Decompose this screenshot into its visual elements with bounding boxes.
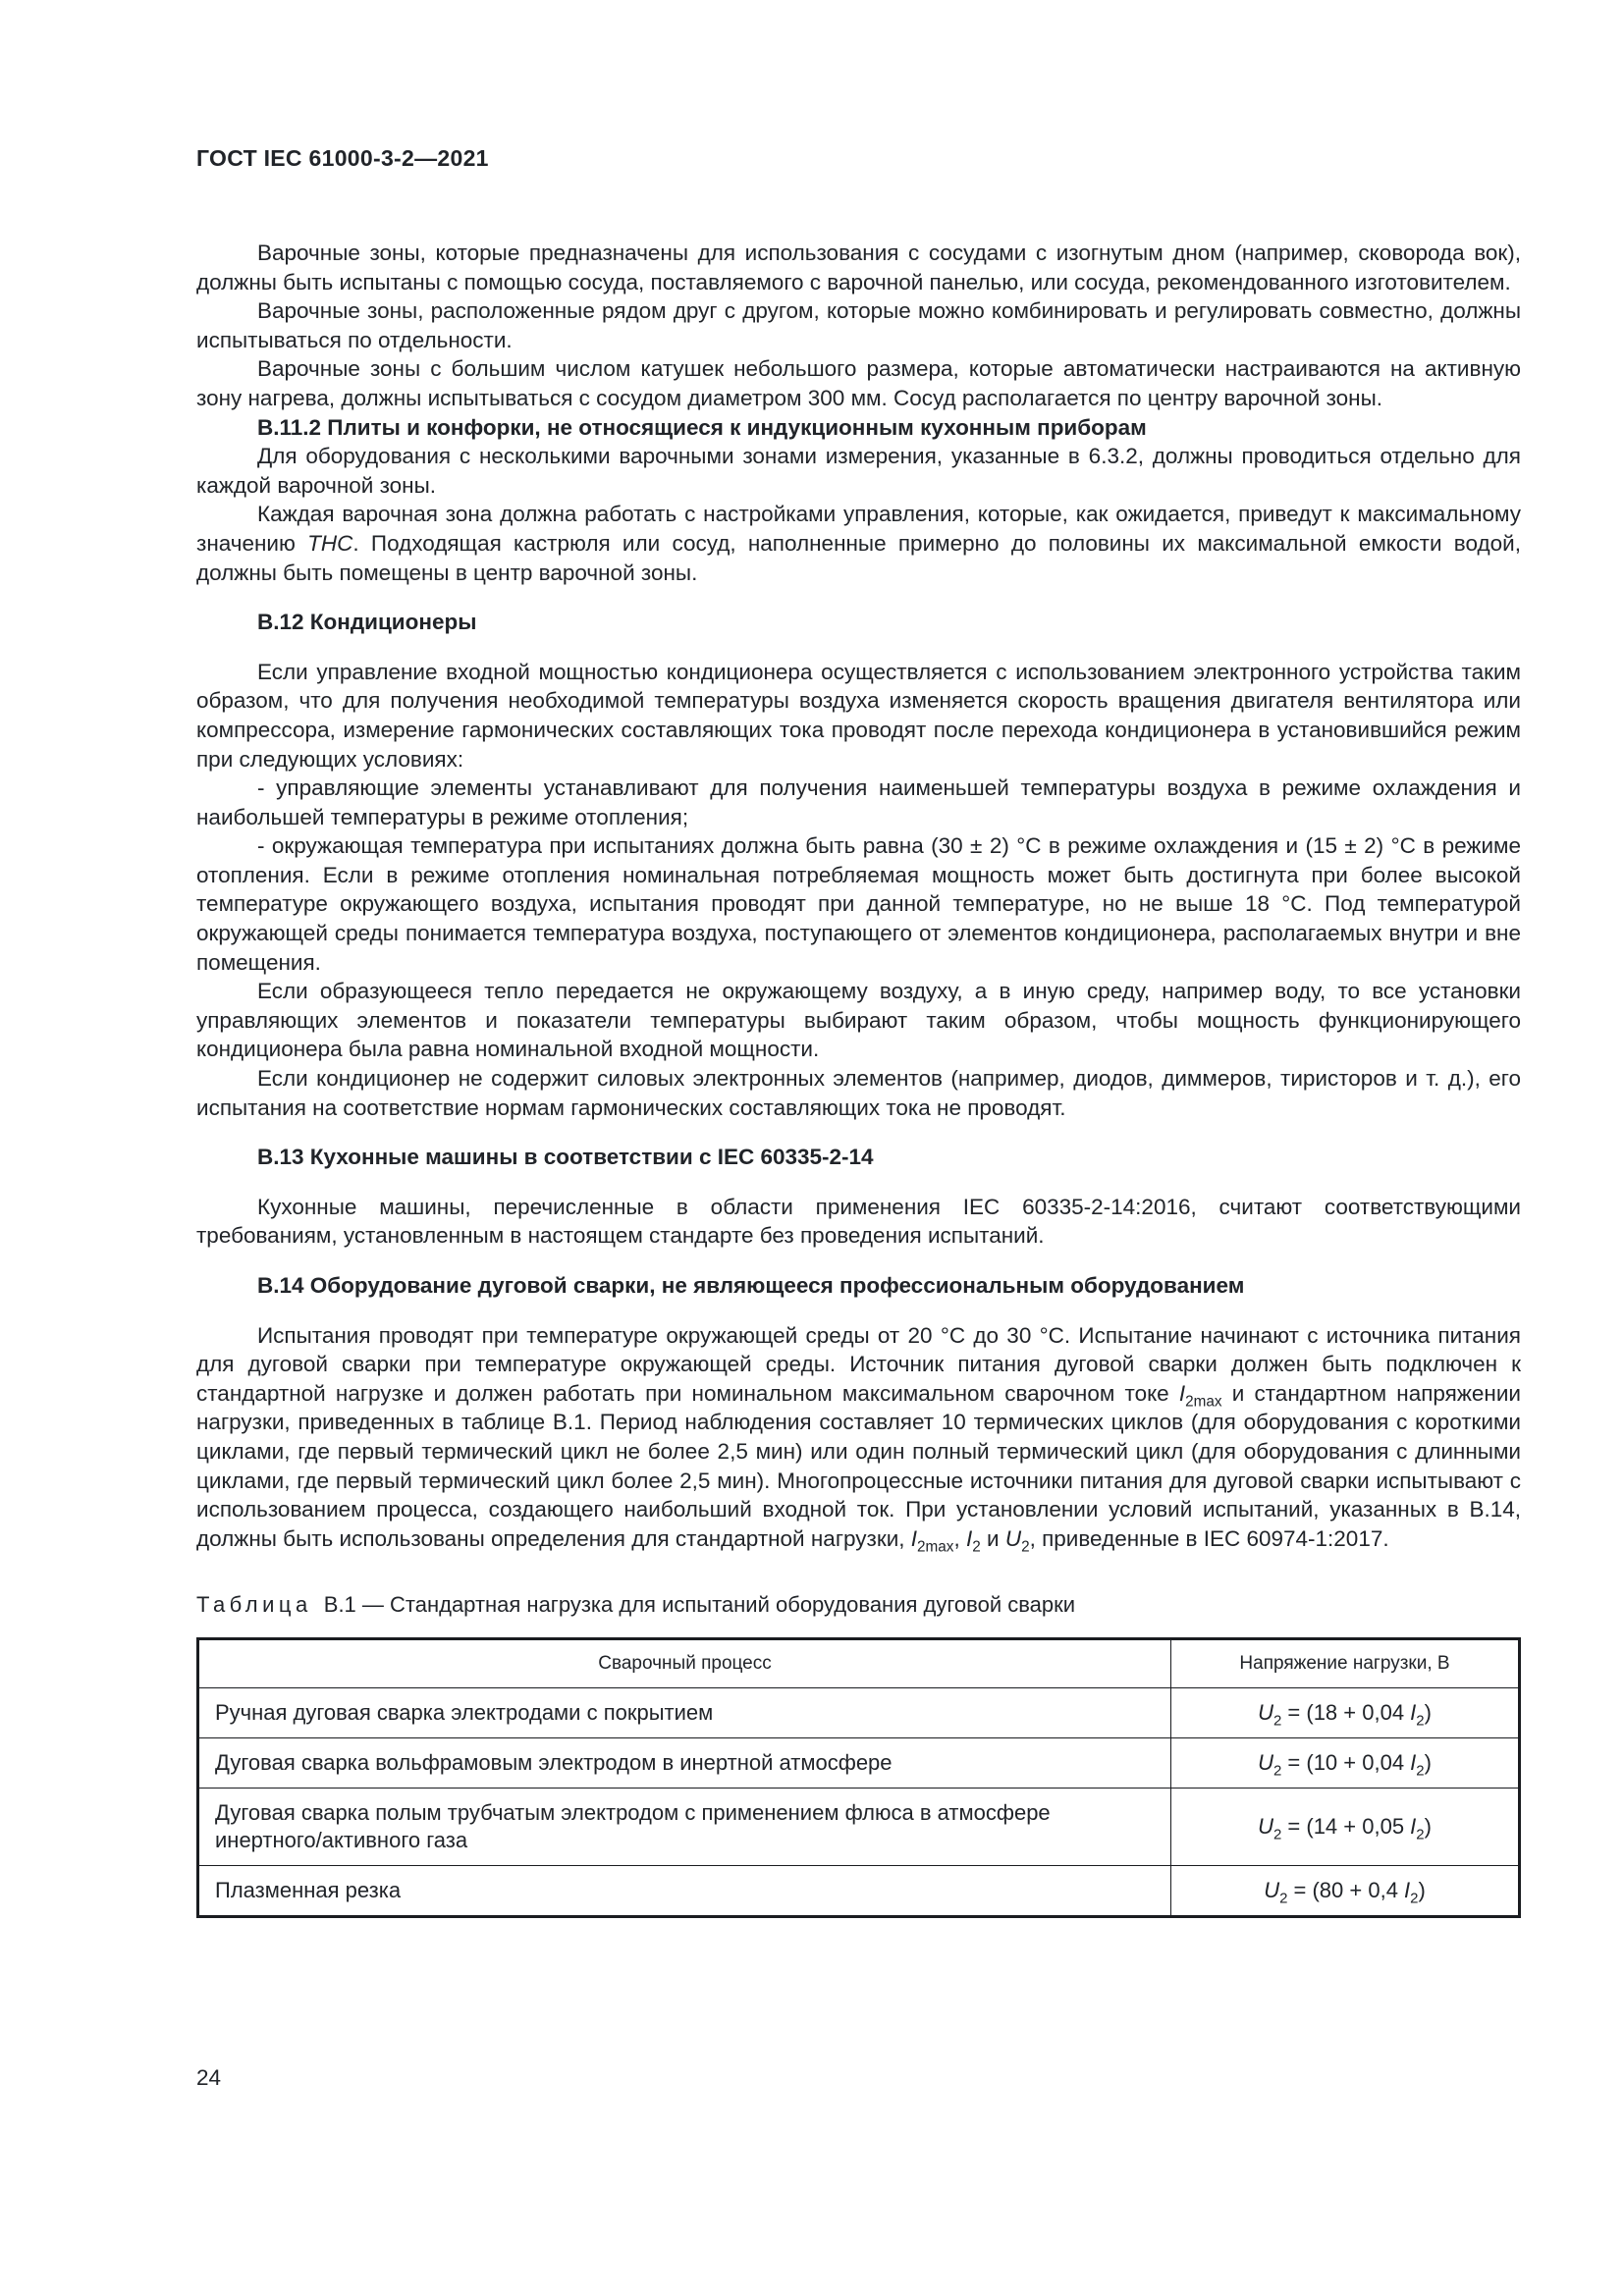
paragraph: - окружающая температура при испытаниях должна быть равна (30 ± 2) °С в режиме охлаждения и (15 ± 2) °С в режиме отопления. Если в режиме отопления номинальная потребляемая мощность может быть достигнута при более высокой температуре окружающего воздуха, испытания проводят при данной температуре, но не выше 18 °С. Под температурой окружающей среды понимается температура воздуха, поступающего от элементов кондиционера, располагаемых внутри и вне помещения. — [196, 833, 1521, 975]
page-content — [196, 145, 1521, 1918]
paragraph: Если кондиционер не содержит силовых электронных элементов (например, диодов, диммеров, тиристоров и т. д.), его испытания на соответствие нормам гармонических составляющих тока не проводят. — [196, 1066, 1521, 1120]
table-caption — [196, 1592, 1521, 1618]
column-header-process: Сварочный процесс — [198, 1639, 1171, 1688]
paragraph: Испытания проводят при температуре окружающей среды от 20 °С до 30 °С. Испытание начинают с источника питания для дуговой сварки при температуре окружающей среды. Источник питания дуговой сварки должен быть подключен к стандартной нагрузке и должен работать при номинальном максимальном сварочном токе $I_{2max}$ и стандартном напряжении нагрузки, приведенных в таблице В.1. Период наблюдения составляет 10 термических циклов (для оборудования с короткими циклами, где первый термический цикл не более 2,5 мин) или один полный термический цикл (для оборудования с длинными циклами, где первый термический цикл более 2,5 мин). Многопроцессные источники питания для дуговой сварки испытывают с использованием процесса, создающего наибольший входной ток. При установлении условий испытаний, указанных в В.14, должны быть использованы определения для стандартной нагрузки, $I_{2max}$, $I_2$ и $U_2$, приведенные в IEC 60974-1:2017. — [196, 1322, 1521, 1556]
paragraph: Варочные зоны, расположенные рядом друг с другом, которые можно комбинировать и регулировать совместно, должны испытываться по отдельности. — [196, 298, 1521, 352]
process-cell: Дуговая сварка вольфрамовым электродом в инертной атмосфере — [198, 1738, 1171, 1789]
section-heading: В.14 Оборудование дуговой сварки, не являющееся профессиональным оборудованием — [257, 1273, 1245, 1298]
voltage-cell: $U_2 = (14 + 0,05$ $I_2$) — [1171, 1789, 1520, 1866]
table-row — [198, 1688, 1520, 1738]
voltage-cell: $U_2 = (80 + 0,4$ $I_2$) — [1171, 1866, 1520, 1917]
process-cell: Плазменная резка — [198, 1866, 1171, 1917]
paragraph: Для оборудования с несколькими варочными зонами измерения, указанные в 6.3.2, должны проводиться отдельно для каждой варочной зоны. — [196, 444, 1521, 498]
section-heading: В.11.2 Плиты и конфорки, не относящиеся к индукционным кухонным приборам — [257, 414, 1147, 440]
table-row — [198, 1866, 1520, 1917]
voltage-cell: $U_2 = (18 + 0,04$ $I_2$) — [1171, 1688, 1520, 1738]
document-title: ГОСТ IEC 61000-3-2—2021 — [196, 145, 489, 171]
voltage-cell: $U_2 = (10 + 0,04$ $I_2$) — [1171, 1738, 1520, 1789]
document-body — [196, 239, 1521, 1556]
table-row — [198, 1789, 1520, 1866]
section-heading: В.12 Кондиционеры — [257, 610, 477, 635]
paragraph: Варочные зоны, которые предназначены для использования с сосудами с изогнутым дном (например, сковорода вок), должны быть испытаны с помощью сосуда, поставляемого с варочной панелью, или сосуда, рекомендованного изготовителем. — [196, 240, 1521, 294]
process-cell: Дуговая сварка полым трубчатым электродом с применением флюса в атмосфере инертного/активного газа — [198, 1789, 1171, 1866]
process-cell: Ручная дуговая сварка электродами с покрытием — [198, 1688, 1171, 1738]
paragraph: Варочные зоны с большим числом катушек небольшого размера, которые автоматически настраиваются на активную зону нагрева, должны испытываться с сосудом диаметром 300 мм. Сосуд располагается по центру варочной зоны. — [196, 356, 1521, 410]
paragraph: Если образующееся тепло передается не окружающему воздуху, а в иную среду, например воду, то все установки управляющих элементов и показатели температуры выбирают таким образом, чтобы мощность функционирующего кондиционера была равна номинальной входной мощности. — [196, 979, 1521, 1062]
table-caption-text: В.1 — Стандартная нагрузка для испытаний оборудования дуговой сварки — [323, 1592, 1076, 1618]
page-number: 24 — [196, 2065, 222, 2090]
column-header-voltage: Напряжение нагрузки, В — [1171, 1639, 1520, 1688]
paragraph: Если управление входной мощностью кондиционера осуществляется с использованием электронного устройства таким образом, что для получения необходимой температуры воздуха изменяется скорость вращения двигателя вентилятора или компрессора, измерение гармонических составляющих тока проводят после перехода кондиционера в установившийся режим при следующих условиях: — [196, 659, 1521, 772]
table-caption-label: Таблица — [196, 1592, 312, 1618]
welding-load-table — [196, 1637, 1521, 1918]
paragraph: Кухонные машины, перечисленные в области применения IEC 60335-2-14:2016, считают соответствующими требованиям, установленным в настоящем стандарте без проведения испытаний. — [196, 1194, 1521, 1249]
table-header-row — [198, 1639, 1520, 1688]
welding-table-body — [198, 1688, 1520, 1917]
section-heading: В.13 Кухонные машины в соответствии с IEC 60335-2-14 — [257, 1145, 874, 1170]
paragraph: - управляющие элементы устанавливают для получения наименьшей температуры воздуха в режиме охлаждения и наибольшей температуры в режиме отопления; — [196, 775, 1521, 829]
paragraph: Каждая варочная зона должна работать с настройками управления, которые, как ожидается, приведут к максимальному значению THC. Подходящая кастрюля или сосуд, наполненные примерно до половины их максимальной емкости водой, должны быть помещены в центр варочной зоны. — [196, 502, 1521, 585]
table-row — [198, 1738, 1520, 1789]
